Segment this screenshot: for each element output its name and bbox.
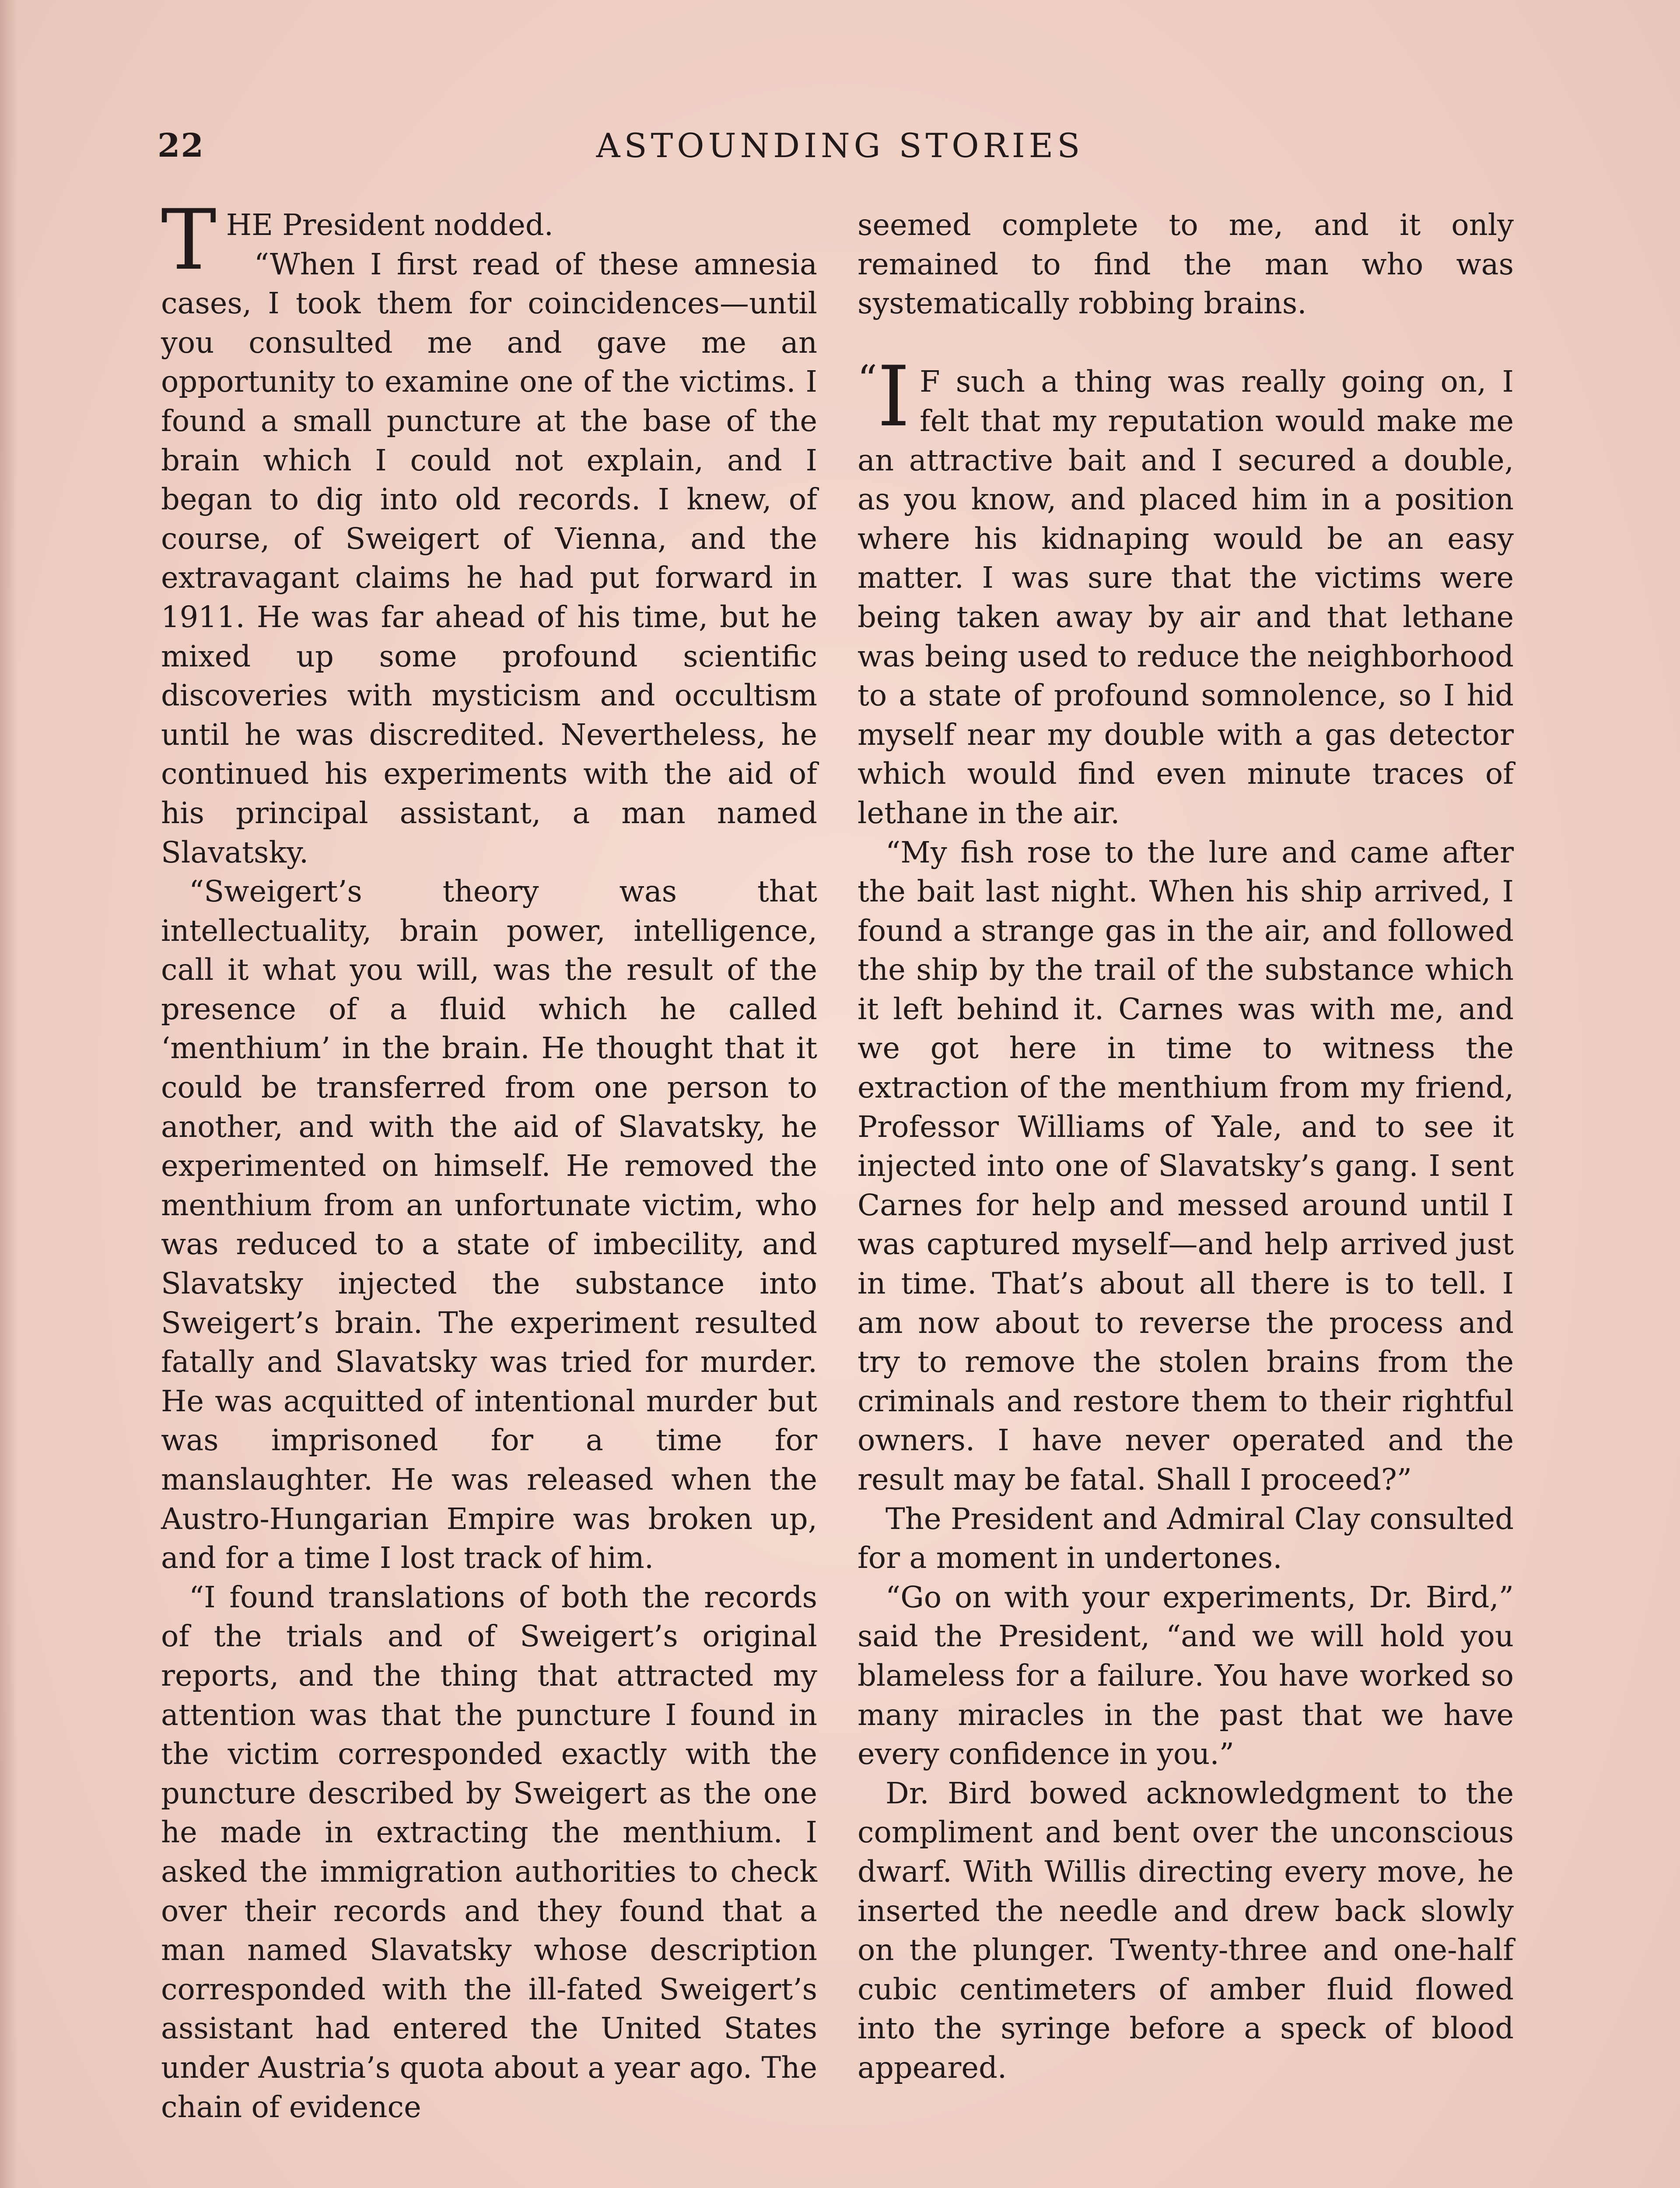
paragraph [858, 348, 1514, 833]
drop-cap-letter: I [877, 348, 910, 445]
running-title: ASTOUNDING STORIES [596, 126, 1084, 165]
paragraph: “I found translations of both the records of the trials and of Sweigert’s original reports, and the thing that attracted my attention was that the puncture I found in the victim corresponded exactly with the puncture described by Sweigert as the one he made in extracting the menthium. I asked the immigration authorities to check over their records and they found that a man named Slavatsky whose description corresponded with the ill-fated Sweigert’s assistant had entered the United States under Austria’s quota about a year ago. The chain of evidence [161, 1580, 817, 2124]
right-column [858, 206, 1514, 2088]
drop-cap: T [161, 192, 217, 288]
paragraph: “When I first read of these amnesia cases, I took them for coincidences—until you consulted me and gave me an opportunity to examine one of the victims. I found a small puncture at the base of the brain which I could not explain, and I began to dig into old records. I knew, of course, of Sweigert of Vienna, and the extravagant claims he had put forward in 1911. He was far ahead of his time, but he mixed up some profound scientific discoveries with mysticism and occultism until he was discredited. Nevertheless, he continued his experiments with the aid of his principal assistant, a man named Slavatsky. [161, 247, 817, 870]
page-edge-shadow [0, 0, 18, 2188]
drop-cap [858, 348, 910, 445]
paragraph-text: HE President nodded. [226, 208, 553, 242]
paragraph: “My fish rose to the lure and came after the bait last night. When his ship arrived, I found a strange gas in the air, and followed the ship by the trail of the substance which it left behind it. Carnes was with me, and we got here in time to witness the extraction of the menthium from my friend, Professor Williams of Yale, and to see it injected into one of Slavatsky’s gang. I sent Carnes for help and messed around until I was captured myself—and help arrived just in time. That’s about all there is to tell. I am now about to reverse the process and try to remove the stolen brains from the criminals and restore them to their rightful owners. I have never operated and the result may be fatal. Shall I proceed?” [858, 835, 1514, 1497]
paragraph: Dr. Bird bowed acknowledgment to the compliment and bent over the unconscious dwarf. With Willis directing every move, he inserted the needle and drew back slowly on the plunger. Twenty-three and one-half cubic centimeters of amber fluid flowed into the syringe before a speck of blood appeared. [858, 1776, 1514, 2085]
paragraph: “Go on with your experiments, Dr. Bird,” said the President, “and we will hold you blameless for a failure. You have worked so many miracles in the past that we have every confidence in you.” [858, 1580, 1514, 1771]
paragraph: The President and Admiral Clay consulted for a moment in undertones. [858, 1501, 1514, 1575]
paragraph: “Sweigert’s theory was that intellectuality, brain power, intelligence, call it what you will, was the result of the presence of a fluid which he called ‘menthium’ in the brain. He thought that it could be transferred from one person to another, and with the aid of Slavatsky, he experimented on himself. He removed the menthium from an unfortunate victim, who was reduced to a state of imbecility, and Slavatsky injected the substance into Sweigert’s brain. The experiment resulted fatally and Slavatsky was tried for murder. He was acquitted of intentional murder but was imprisoned for a time for manslaughter. He was released when the Austro-Hungarian Empire was broken up, and for a time I lost track of him. [161, 874, 817, 1575]
page-header [158, 123, 1522, 175]
paragraph [161, 192, 817, 288]
paragraph-text: F such a thing was really going on, I felt that my reputation would make me an attractive bait and I secured a double, as you know, and placed him in a position where his kidnaping would be an easy matter. I was sure that the victims were being taken away by air and that lethane was being used to reduce the neighborhood to a state of profound somnolence, so I hid myself near my double with a gas detector which would find even minute traces of lethane in the air. [858, 365, 1514, 830]
paragraph: seemed complete to me, and it only remained to find the man who was systematically robbing brains. [858, 208, 1514, 321]
left-column [161, 192, 817, 2127]
drop-cap-quote: “ [858, 357, 877, 402]
page-number: 22 [158, 127, 204, 165]
